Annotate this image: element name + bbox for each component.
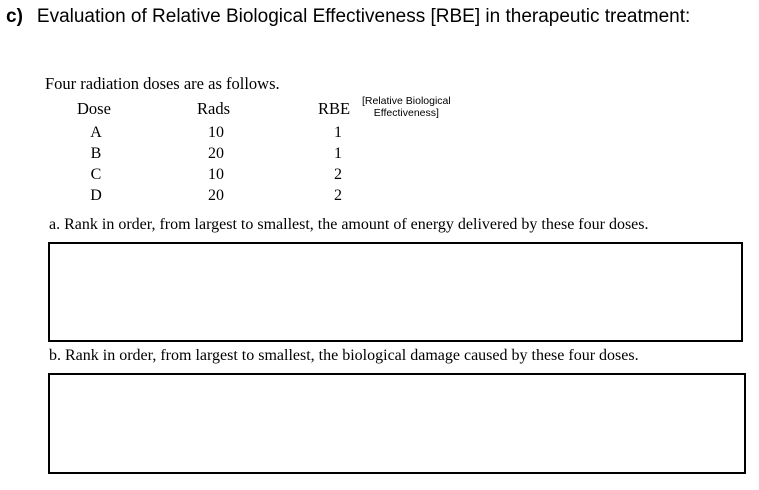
section-title: Evaluation of Relative Biological Effectiveness [RBE] in therapeutic treatment: (36, 6, 691, 27)
table-row (0, 124, 400, 145)
rbe-annotation-line2: Effectiveness] (373, 107, 439, 119)
rbe-cell: 1 (334, 124, 342, 141)
answer-box-b[interactable] (48, 373, 746, 474)
section-label: c) (6, 6, 23, 27)
rbe-annotation (362, 95, 451, 119)
dose-cell: B (90, 145, 102, 162)
rads-cell: 20 (208, 187, 224, 204)
dose-cell: A (90, 124, 102, 141)
answer-box-a[interactable] (48, 242, 743, 342)
table-row (0, 145, 400, 166)
table-row (0, 187, 400, 208)
table-row (0, 166, 400, 187)
rbe-cell: 2 (334, 166, 342, 183)
rbe-cell: 2 (334, 187, 342, 204)
rbe-cell: 1 (334, 145, 342, 162)
rbe-annotation-line1: [Relative Biological (362, 95, 451, 107)
column-header-dose: Dose (77, 99, 111, 118)
dose-cell: D (90, 187, 102, 204)
question-a: a. Rank in order, from largest to smallest, the amount of energy delivered by these four doses. (49, 216, 649, 233)
column-header-rads: Rads (197, 99, 230, 118)
column-header-rbe: RBE (318, 99, 351, 118)
dose-cell: C (90, 166, 102, 183)
rads-cell: 10 (208, 166, 224, 183)
rads-cell: 20 (208, 145, 224, 162)
rads-cell: 10 (208, 124, 224, 141)
section-heading (6, 6, 690, 28)
question-b: b. Rank in order, from largest to smallest, the biological damage caused by these four doses. (49, 347, 639, 364)
problem-intro: Four radiation doses are as follows. (45, 74, 280, 93)
